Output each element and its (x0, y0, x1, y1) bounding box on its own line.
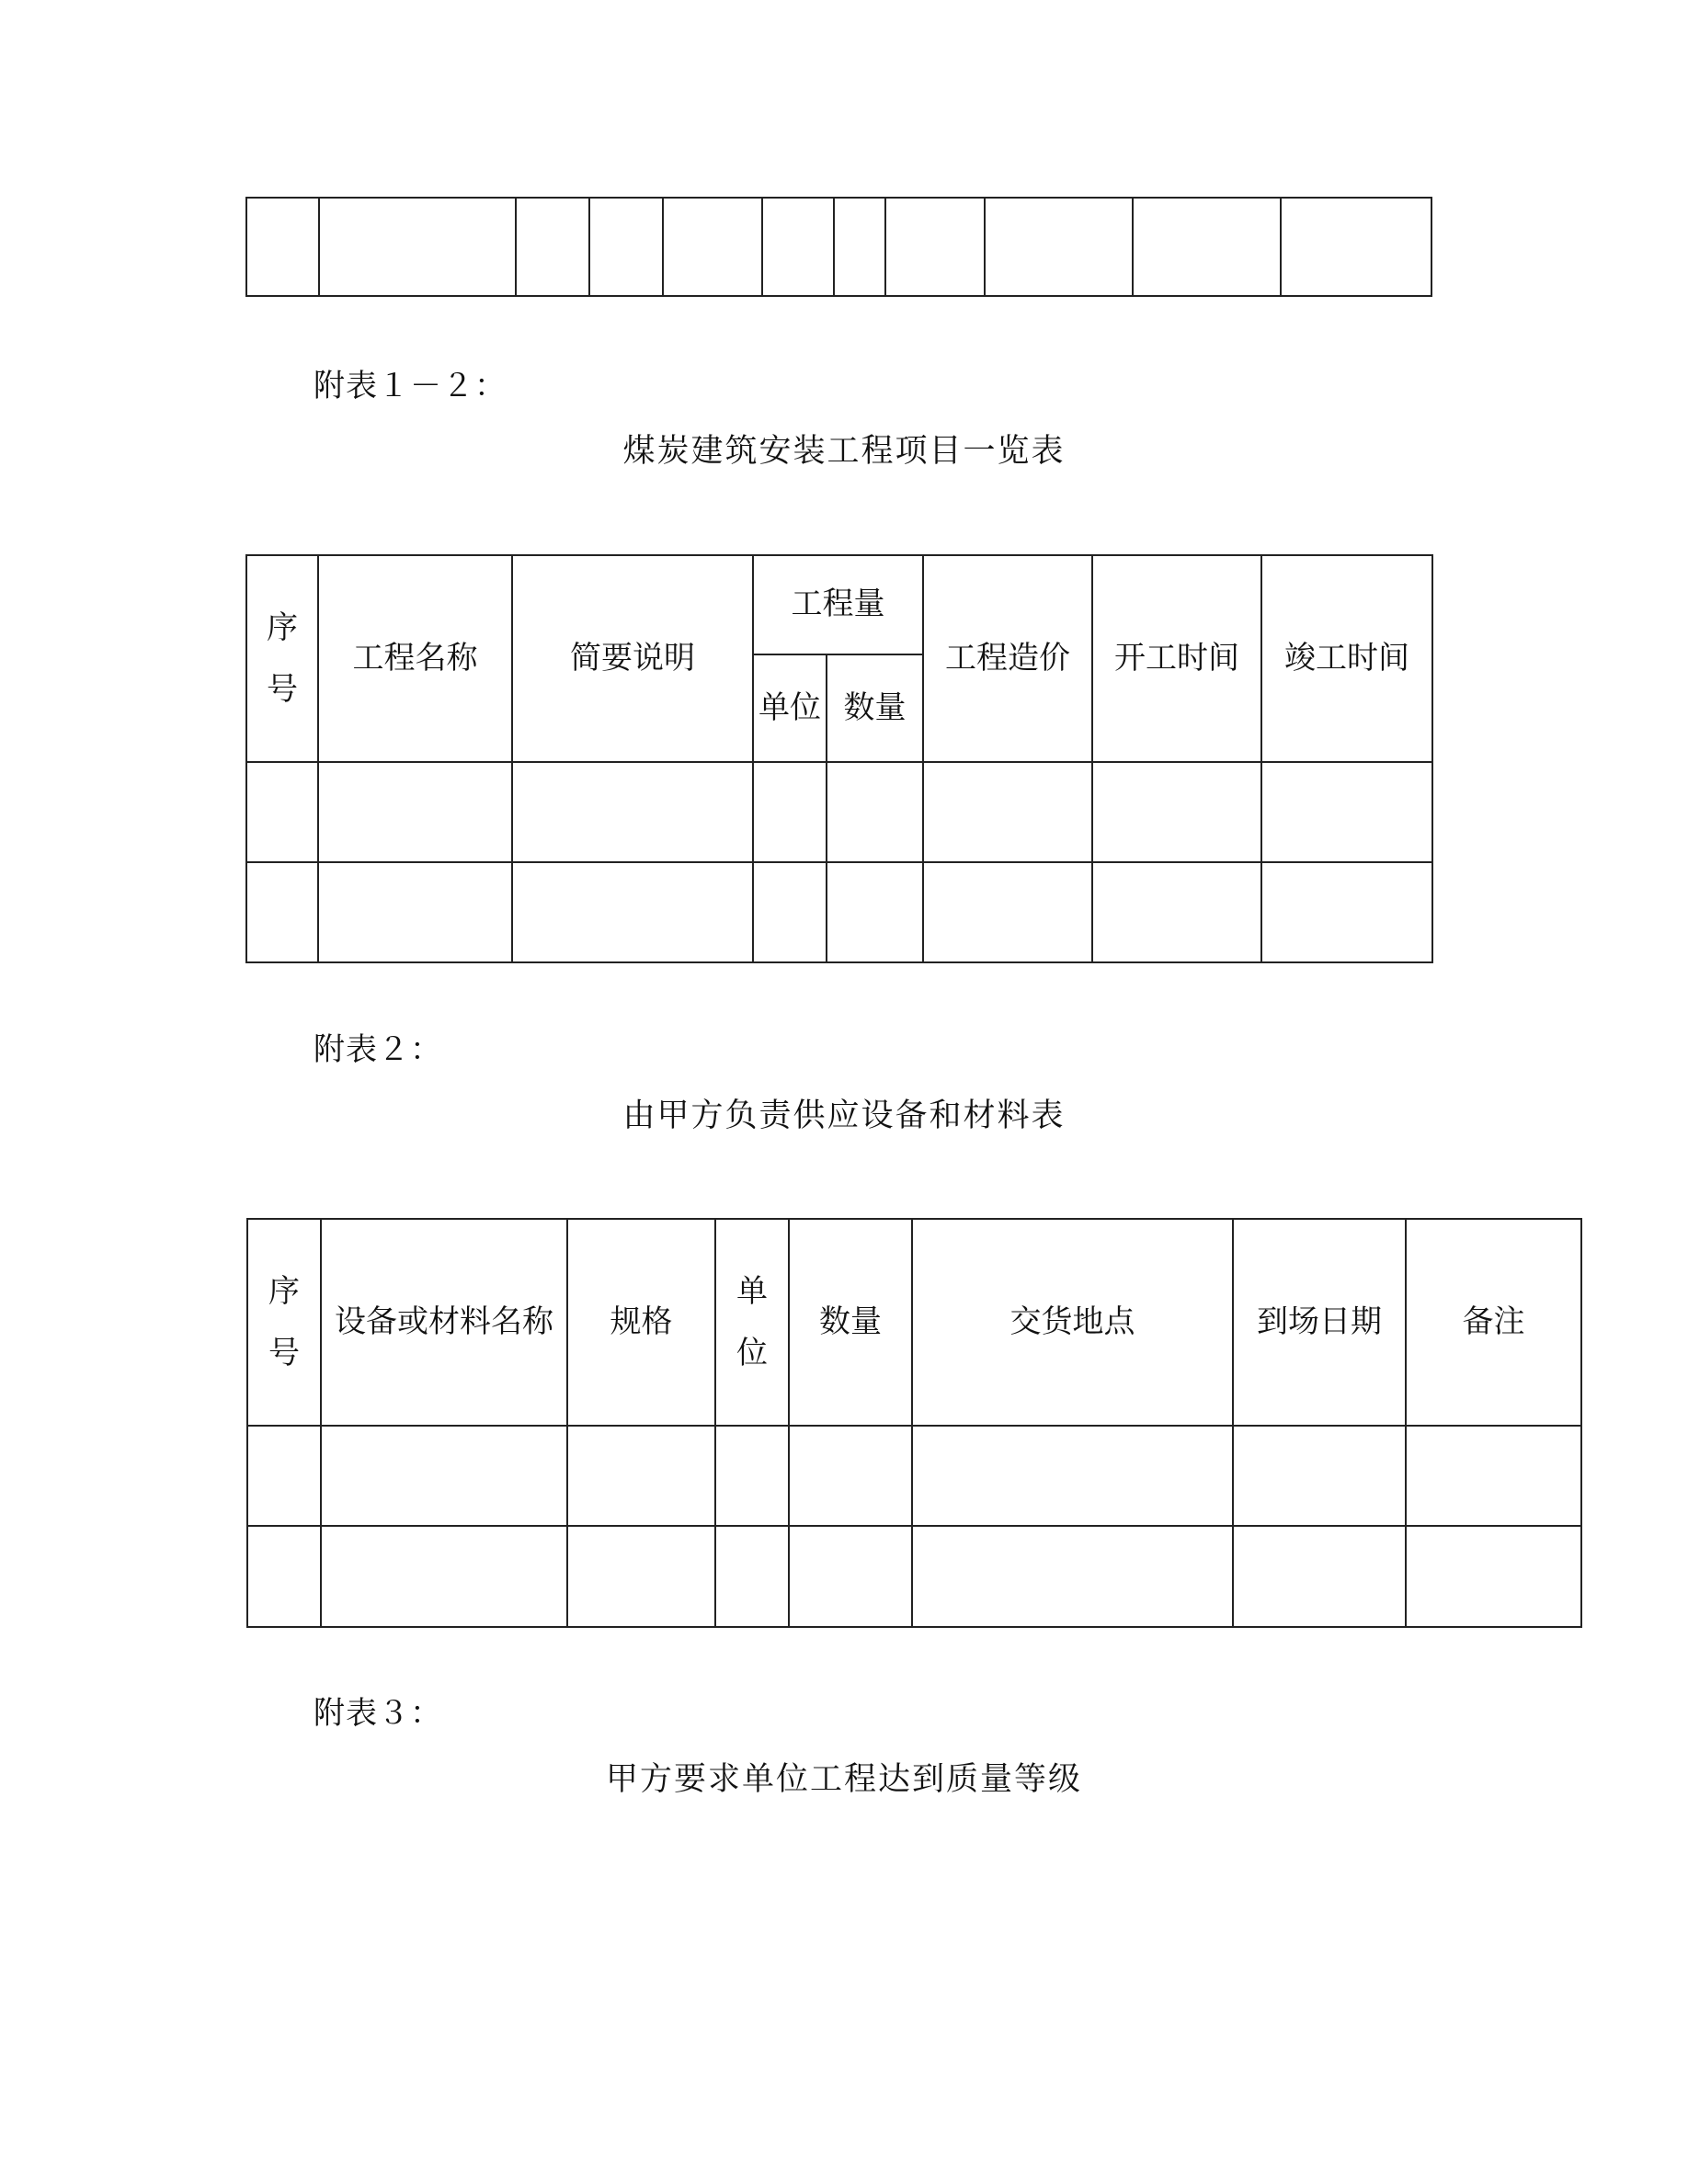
table-cell (827, 862, 923, 962)
table-row (246, 762, 1432, 862)
table-cell (1281, 198, 1431, 296)
table-cell (246, 862, 318, 962)
header-seq (247, 1219, 321, 1426)
header-seq (246, 555, 318, 762)
table-cell (789, 1426, 912, 1526)
header-unit: 单位 (753, 654, 827, 762)
header-amount: 数量 (827, 654, 923, 762)
table-cell (663, 198, 762, 296)
table-row (246, 198, 1431, 296)
table-cell (318, 862, 512, 962)
header-cost: 工程造价 (923, 555, 1092, 762)
table-cell (246, 198, 319, 296)
header-seq-top: 序 (267, 609, 298, 647)
header-delivery-place: 交货地点 (912, 1219, 1233, 1426)
table-cell (1092, 862, 1261, 962)
table-cell (589, 198, 663, 296)
table-cell (1233, 1426, 1406, 1526)
table-header-row (246, 555, 1432, 654)
project-list-table (245, 554, 1433, 963)
table-cell (753, 762, 827, 862)
table-cell (1406, 1526, 1581, 1627)
table-cell (885, 198, 985, 296)
header-finish-time: 竣工时间 (1261, 555, 1432, 762)
table-cell (318, 762, 512, 862)
table-row (247, 1426, 1581, 1526)
header-material-name: 设备或材料名称 (321, 1219, 567, 1426)
table-cell (1092, 762, 1261, 862)
table-cell (321, 1526, 567, 1627)
table-cell (827, 762, 923, 862)
appendix-title-1-2: 煤炭建筑安装工程项目一览表 (622, 433, 1066, 470)
table-cell (834, 198, 885, 296)
table-cell (923, 762, 1092, 862)
header-project-name: 工程名称 (318, 555, 512, 762)
table-cell (1261, 762, 1432, 862)
appendix-label-3: 附表３： (314, 1695, 442, 1732)
table-cell (516, 198, 589, 296)
table-cell (753, 862, 827, 962)
appendix-title-2: 由甲方负责供应设备和材料表 (622, 1098, 1066, 1134)
table-cell (321, 1426, 567, 1526)
header-unit (715, 1219, 789, 1426)
table-cell (912, 1526, 1233, 1627)
header-unit-bottom: 位 (736, 1334, 768, 1371)
table-cell (567, 1426, 715, 1526)
table-cell (1406, 1426, 1581, 1526)
table-cell (762, 198, 834, 296)
table-header-row (247, 1219, 1581, 1426)
table-cell (247, 1526, 321, 1627)
table-cell (247, 1426, 321, 1526)
table-cell (715, 1526, 789, 1627)
table-row (246, 862, 1432, 962)
appendix-label-1-2: 附表１－２： (314, 368, 507, 404)
header-seq-bottom: 号 (268, 1334, 300, 1371)
header-spec: 规格 (567, 1219, 715, 1426)
table-cell (512, 862, 753, 962)
header-amount: 数量 (789, 1219, 912, 1426)
table-cell (985, 198, 1133, 296)
header-remarks: 备注 (1406, 1219, 1581, 1426)
table-row (247, 1526, 1581, 1627)
header-seq-bottom: 号 (267, 670, 298, 708)
header-seq-top: 序 (268, 1273, 300, 1311)
table-cell (923, 862, 1092, 962)
supply-materials-table (246, 1218, 1582, 1628)
appendix-label-2: 附表２： (314, 1031, 442, 1068)
header-start-time: 开工时间 (1092, 555, 1261, 762)
header-arrival-date: 到场日期 (1233, 1219, 1406, 1426)
header-unit-top: 单 (736, 1273, 768, 1311)
appendix-title-3: 甲方要求单位工程达到质量等级 (605, 1761, 1082, 1798)
table-cell (246, 762, 318, 862)
table-cell (789, 1526, 912, 1627)
header-description: 简要说明 (512, 555, 753, 762)
table-cell (715, 1426, 789, 1526)
table-cell (1133, 198, 1281, 296)
header-quantity-group: 工程量 (753, 555, 923, 654)
top-continuation-table (245, 197, 1432, 297)
table-cell (319, 198, 516, 296)
table-cell (912, 1426, 1233, 1526)
table-cell (1261, 862, 1432, 962)
table-cell (567, 1526, 715, 1627)
table-cell (1233, 1526, 1406, 1627)
table-cell (512, 762, 753, 862)
